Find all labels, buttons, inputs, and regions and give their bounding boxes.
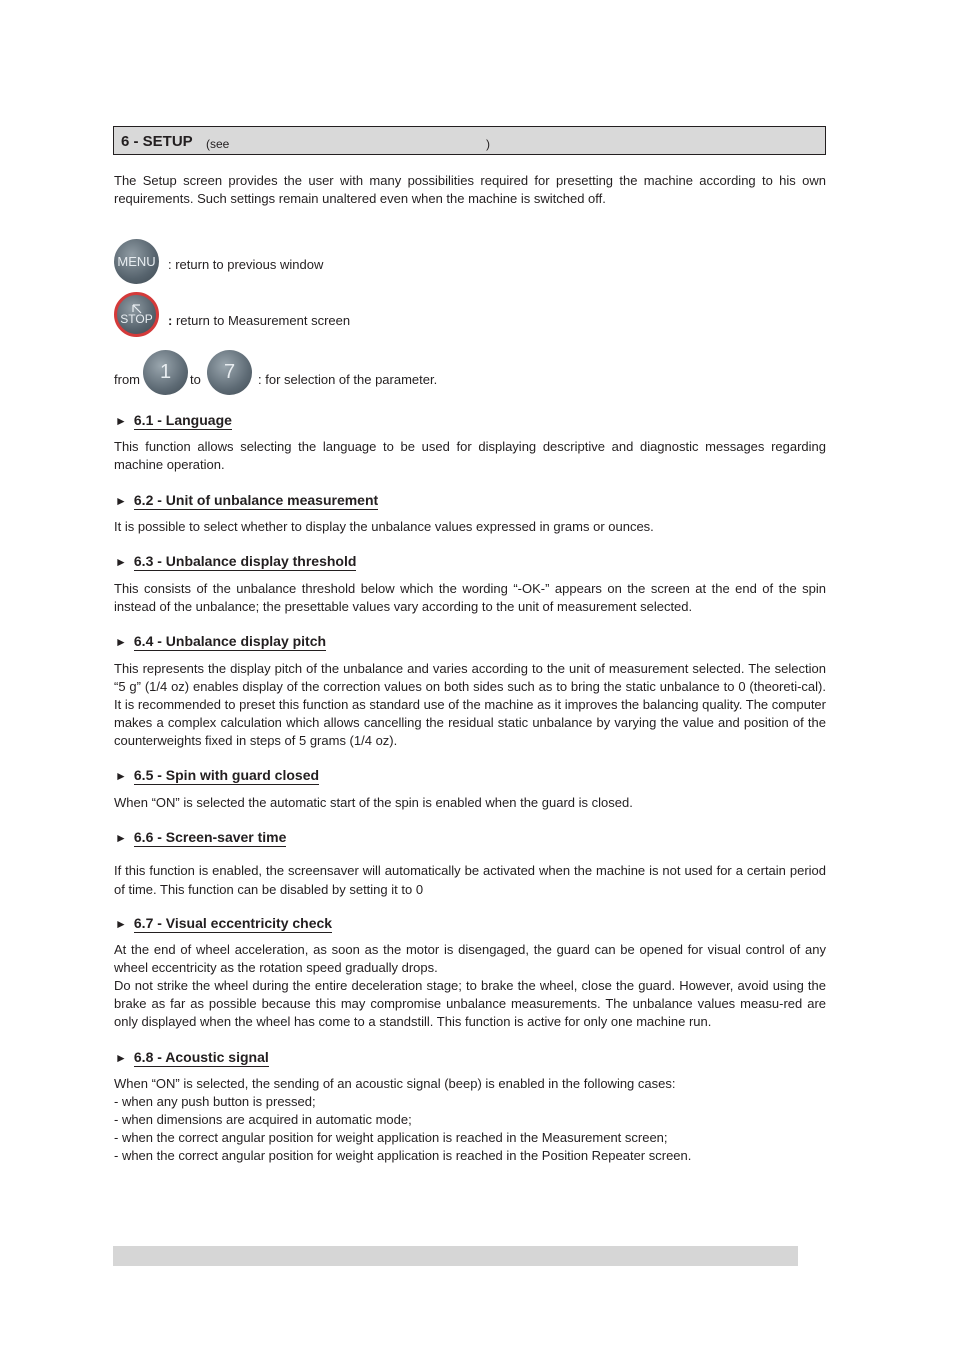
page-title: 6 - SETUP — [121, 133, 193, 150]
intro-paragraph: The Setup screen provides the user with many possibilities required for presetting the machine according to his own requirements. Such settings remain unaltered even when the machine is switched off. — [114, 173, 826, 206]
section-body-screensaver: If this function is enabled, the screensaver will automatically be activated when the machine is not used for a certain period of time. This function can be disabled by setting it to 0 — [114, 863, 826, 897]
section-body-unit: It is possible to select whether to display the unbalance values expressed in grams or ounces. — [114, 519, 654, 534]
section-heading-threshold: ► 6.3 - Unbalance display threshold — [115, 553, 357, 569]
stop-colon: : — [168, 313, 173, 328]
bullet-arrow-icon: ► — [115, 1051, 127, 1065]
section-heading-pitch: ► 6.4 - Unbalance display pitch — [115, 633, 327, 649]
bullet-arrow-icon: ► — [115, 917, 127, 931]
section-body-threshold: This consists of the unbalance threshold below which the wording “-OK-” appears on the screen at the end of the spin instead of the unbalance; the presettable values vary according to the unit of measurement selected. — [114, 581, 826, 614]
menu-button-icon — [114, 239, 159, 284]
footer-bar — [113, 1246, 798, 1266]
section-heading-language: ► 6.1 - Language — [115, 412, 232, 428]
section-heading-acoustic: ► 6.8 - Acoustic signal — [115, 1049, 269, 1065]
section-heading-unit: ► 6.2 - Unit of unbalance measurement — [115, 492, 379, 508]
section-body-pitch: This represents the display pitch of the unbalance and varies according to the unit of measurement selected. The selection “5 g” (1/4 oz) enables display of the correction values on both sides such as to bring the static unbalance to 0 (theoreti-cal). It is recommended to preset this function as standard use of the machine as it improves the balancing quality. The computer makes a complex calculation which allows cancelling the residual static unbalance by varying the value and position of the counterweights fixed in steps of 5 grams (1/4 oz). — [114, 661, 826, 748]
number-first-label: 1 — [159, 361, 172, 383]
section-body-eccentricity: At the end of wheel acceleration, as soon as the motor is disengaged, the guard can be opened for visual control of any wheel eccentricity as the rotation speed gradually drops. Do not strike the wheel during the entire deceleration stage; to brake the wheel, close the guard. However, avoid using the brake as far as possible because this may compromise unbalance measurements. The unbalance values measu-red are only displayed when the wheel has come to a standstill. This function is active for only one machine run. — [114, 942, 826, 1029]
stop-button-description — [168, 313, 350, 329]
header-see-close: ) — [486, 137, 490, 151]
number-last-label: 7 — [223, 361, 236, 383]
stop-button-icon — [114, 292, 159, 337]
bullet-arrow-icon: ► — [115, 494, 127, 508]
bullet-arrow-icon: ► — [115, 769, 127, 783]
menu-button-label: MENU — [117, 254, 156, 269]
menu-button-description: : return to previous window — [168, 257, 324, 272]
section-heading-spin: ► 6.5 - Spin with guard closed — [115, 767, 320, 783]
section-body-spin: When “ON” is selected the automatic start of the spin is enabled when the guard is closed. — [114, 795, 633, 810]
bullet-arrow-icon: ► — [115, 831, 127, 845]
section-body-acoustic: When “ON” is selected, the sending of an acoustic signal (beep) is enabled in the following cases: - when any push button is pressed; - when dimensions are acquired in automatic mode; - when the correct angular position for weight application is reached in the Measurement screen; - when the correct angular position for weight application is reached in the Position Repeater screen. — [114, 1076, 692, 1163]
from-label: from — [114, 372, 140, 387]
stop-button-label: STOP — [120, 311, 153, 326]
section-body-language: This function allows selecting the language to be used for displaying descriptive and diagnostic messages regarding machine operation. — [114, 439, 826, 472]
header-see-open: (see — [206, 137, 230, 151]
bullet-arrow-icon: ► — [115, 414, 127, 428]
bullet-arrow-icon: ► — [115, 555, 127, 569]
stop-desc-text: return to Measurement screen — [172, 313, 351, 328]
to-label: to — [190, 372, 201, 387]
number-1-button-icon — [143, 350, 188, 395]
range-description: : for selection of the parameter. — [258, 372, 438, 387]
number-7-button-icon — [207, 350, 252, 395]
section-heading-eccentricity: ► 6.7 - Visual eccentricity check — [115, 915, 333, 931]
bullet-arrow-icon: ► — [115, 635, 127, 649]
section-heading-screensaver: ► 6.6 - Screen-saver time — [115, 829, 287, 845]
